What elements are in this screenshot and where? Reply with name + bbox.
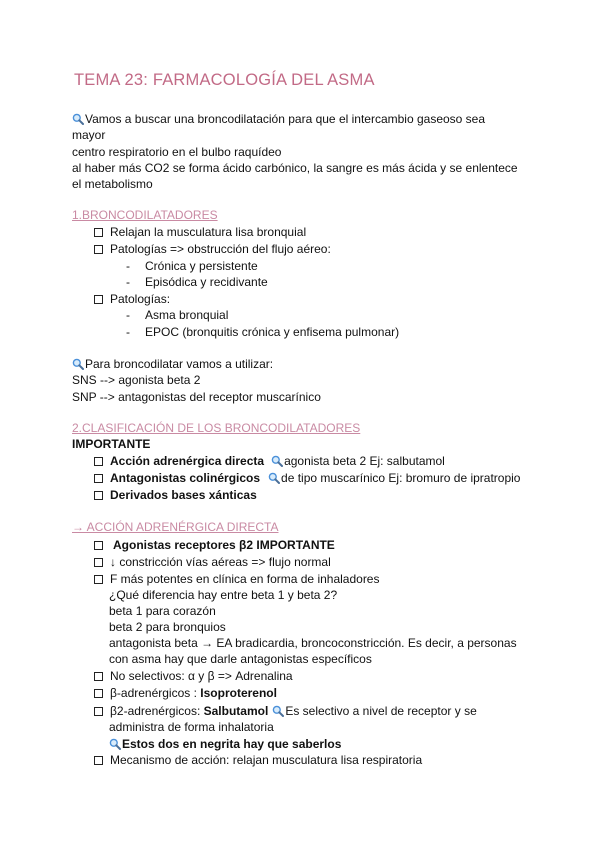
bold-note-text: Estos dos en negrita hay que saberlos (122, 737, 342, 751)
checkbox[interactable] (94, 228, 103, 237)
list-item-bold-text: Salbutamol (203, 704, 269, 718)
list-item-text: Patologías: (110, 292, 171, 306)
list-item (94, 470, 520, 486)
sub-list-item (126, 307, 228, 323)
checkbox[interactable] (94, 491, 103, 500)
list-item (94, 668, 293, 684)
important-label: IMPORTANTE (72, 437, 151, 451)
dash: - (126, 259, 130, 273)
sub-list-item (126, 324, 399, 340)
list-item-text: F más potentes en clínica en forma de inhaladores (110, 572, 380, 586)
continuation-line: beta 2 para bronquios (109, 620, 226, 634)
dash: - (126, 275, 130, 289)
section-heading-broncodilatadores: 1.BRONCODILATADORES (72, 208, 218, 222)
sub-list-item-text: Crónica y persistente (145, 259, 258, 273)
continuation-line: con asma hay que darle antagonistas específicos (109, 652, 372, 666)
section-heading-accion-adrenergica: → ACCIÓN ADRENÉRGICA DIRECTA (72, 520, 279, 534)
magnifier-icon (72, 358, 84, 370)
list-item-bold-text: Isoproterenol (200, 686, 277, 700)
list-item-bold-text: Agonistas receptores β2 IMPORTANTE (113, 538, 335, 552)
bold-note-line (109, 736, 341, 752)
section-heading-clasificacion: 2.CLASIFICACIÓN DE LOS BRONCODILATADORES (72, 421, 361, 435)
dash: - (126, 325, 130, 339)
intro-line-2: mayor (72, 128, 106, 142)
list-item (94, 685, 277, 701)
continuation-line: administra de forma inhalatoria (109, 720, 274, 734)
intro-text-1: Vamos a buscar una broncodilatación para que el intercambio gaseoso sea (85, 112, 486, 126)
checkbox[interactable] (94, 756, 103, 765)
para2-line-1 (72, 356, 273, 372)
list-item-note: Es selectivo a nivel de receptor y se (285, 704, 477, 718)
continuation-line: ¿Qué diferencia hay entre beta 1 y beta 2? (109, 588, 338, 602)
checkbox[interactable] (94, 689, 103, 698)
list-item (94, 703, 477, 719)
list-item-text: Relajan la musculatura lisa bronquial (110, 225, 307, 239)
checkbox[interactable] (94, 672, 103, 681)
list-item (94, 241, 331, 257)
magnifier-icon (72, 113, 84, 125)
checkbox[interactable] (94, 474, 103, 483)
list-item (94, 554, 331, 570)
list-item-bold-text: Derivados bases xánticas (110, 488, 257, 502)
sub-list-item-text: Episódica y recidivante (145, 275, 268, 289)
para2-text-1: Para broncodilatar vamos a utilizar: (85, 357, 274, 371)
list-item (94, 487, 257, 503)
list-item-text: β2-adrenérgicos: (110, 704, 204, 718)
magnifier-icon (268, 472, 280, 484)
list-item (94, 291, 170, 307)
checkbox[interactable] (94, 245, 103, 254)
intro-line-1 (72, 111, 485, 127)
list-item (94, 752, 422, 768)
para2-line-2: SNS --> agonista beta 2 (72, 373, 201, 387)
checkbox[interactable] (94, 295, 103, 304)
page-title: TEMA 23: FARMACOLOGÍA DEL ASMA (74, 71, 375, 89)
list-item-text: ↓ constricción vías aéreas => flujo normal (110, 555, 331, 569)
list-item (94, 453, 445, 469)
para2-line-3: SNP --> antagonistas del receptor muscarínico (72, 390, 321, 404)
magnifier-icon (109, 738, 121, 750)
dash: - (126, 308, 130, 322)
list-item-text: Mecanismo de acción: relajan musculatura lisa respiratoria (110, 753, 423, 767)
list-item-bold-text: Antagonistas colinérgicos (110, 471, 261, 485)
list-item-text: Patologías => obstrucción del flujo aéreo: (110, 242, 331, 256)
sub-list-item-text: Asma bronquial (145, 308, 229, 322)
magnifier-icon (271, 455, 283, 467)
list-item (94, 571, 379, 587)
list-item-bold-text: Acción adrenérgica directa (110, 454, 265, 468)
list-item-note: de tipo muscarínico Ej: bromuro de ipratropio (281, 471, 521, 485)
list-item-note: agonista beta 2 Ej: salbutamol (284, 454, 445, 468)
checkbox[interactable] (94, 707, 103, 716)
continuation-line: beta 1 para corazón (109, 604, 216, 618)
intro-line-3: centro respiratorio en el bulbo raquídeo (72, 145, 282, 159)
checkbox[interactable] (94, 575, 103, 584)
list-item (94, 537, 335, 553)
list-item-text: No selectivos: α y β => Adrenalina (110, 669, 293, 683)
sub-list-item-text: EPOC (bronquitis crónica y enfisema pulmonar) (145, 325, 400, 339)
intro-line-4: al haber más CO2 se forma ácido carbónico, la sangre es más ácida y se enlentece (72, 161, 518, 175)
list-item-text: β-adrenérgicos : (110, 686, 201, 700)
checkbox[interactable] (94, 541, 103, 550)
sub-list-item (126, 258, 258, 274)
sub-list-item (126, 274, 268, 290)
magnifier-icon (272, 705, 284, 717)
checkbox[interactable] (94, 558, 103, 567)
list-item (94, 224, 306, 240)
intro-line-5: el metabolismo (72, 177, 153, 191)
continuation-line: antagonista beta → EA bradicardia, broncoconstricción. Es decir, a personas (109, 636, 517, 650)
checkbox[interactable] (94, 457, 103, 466)
